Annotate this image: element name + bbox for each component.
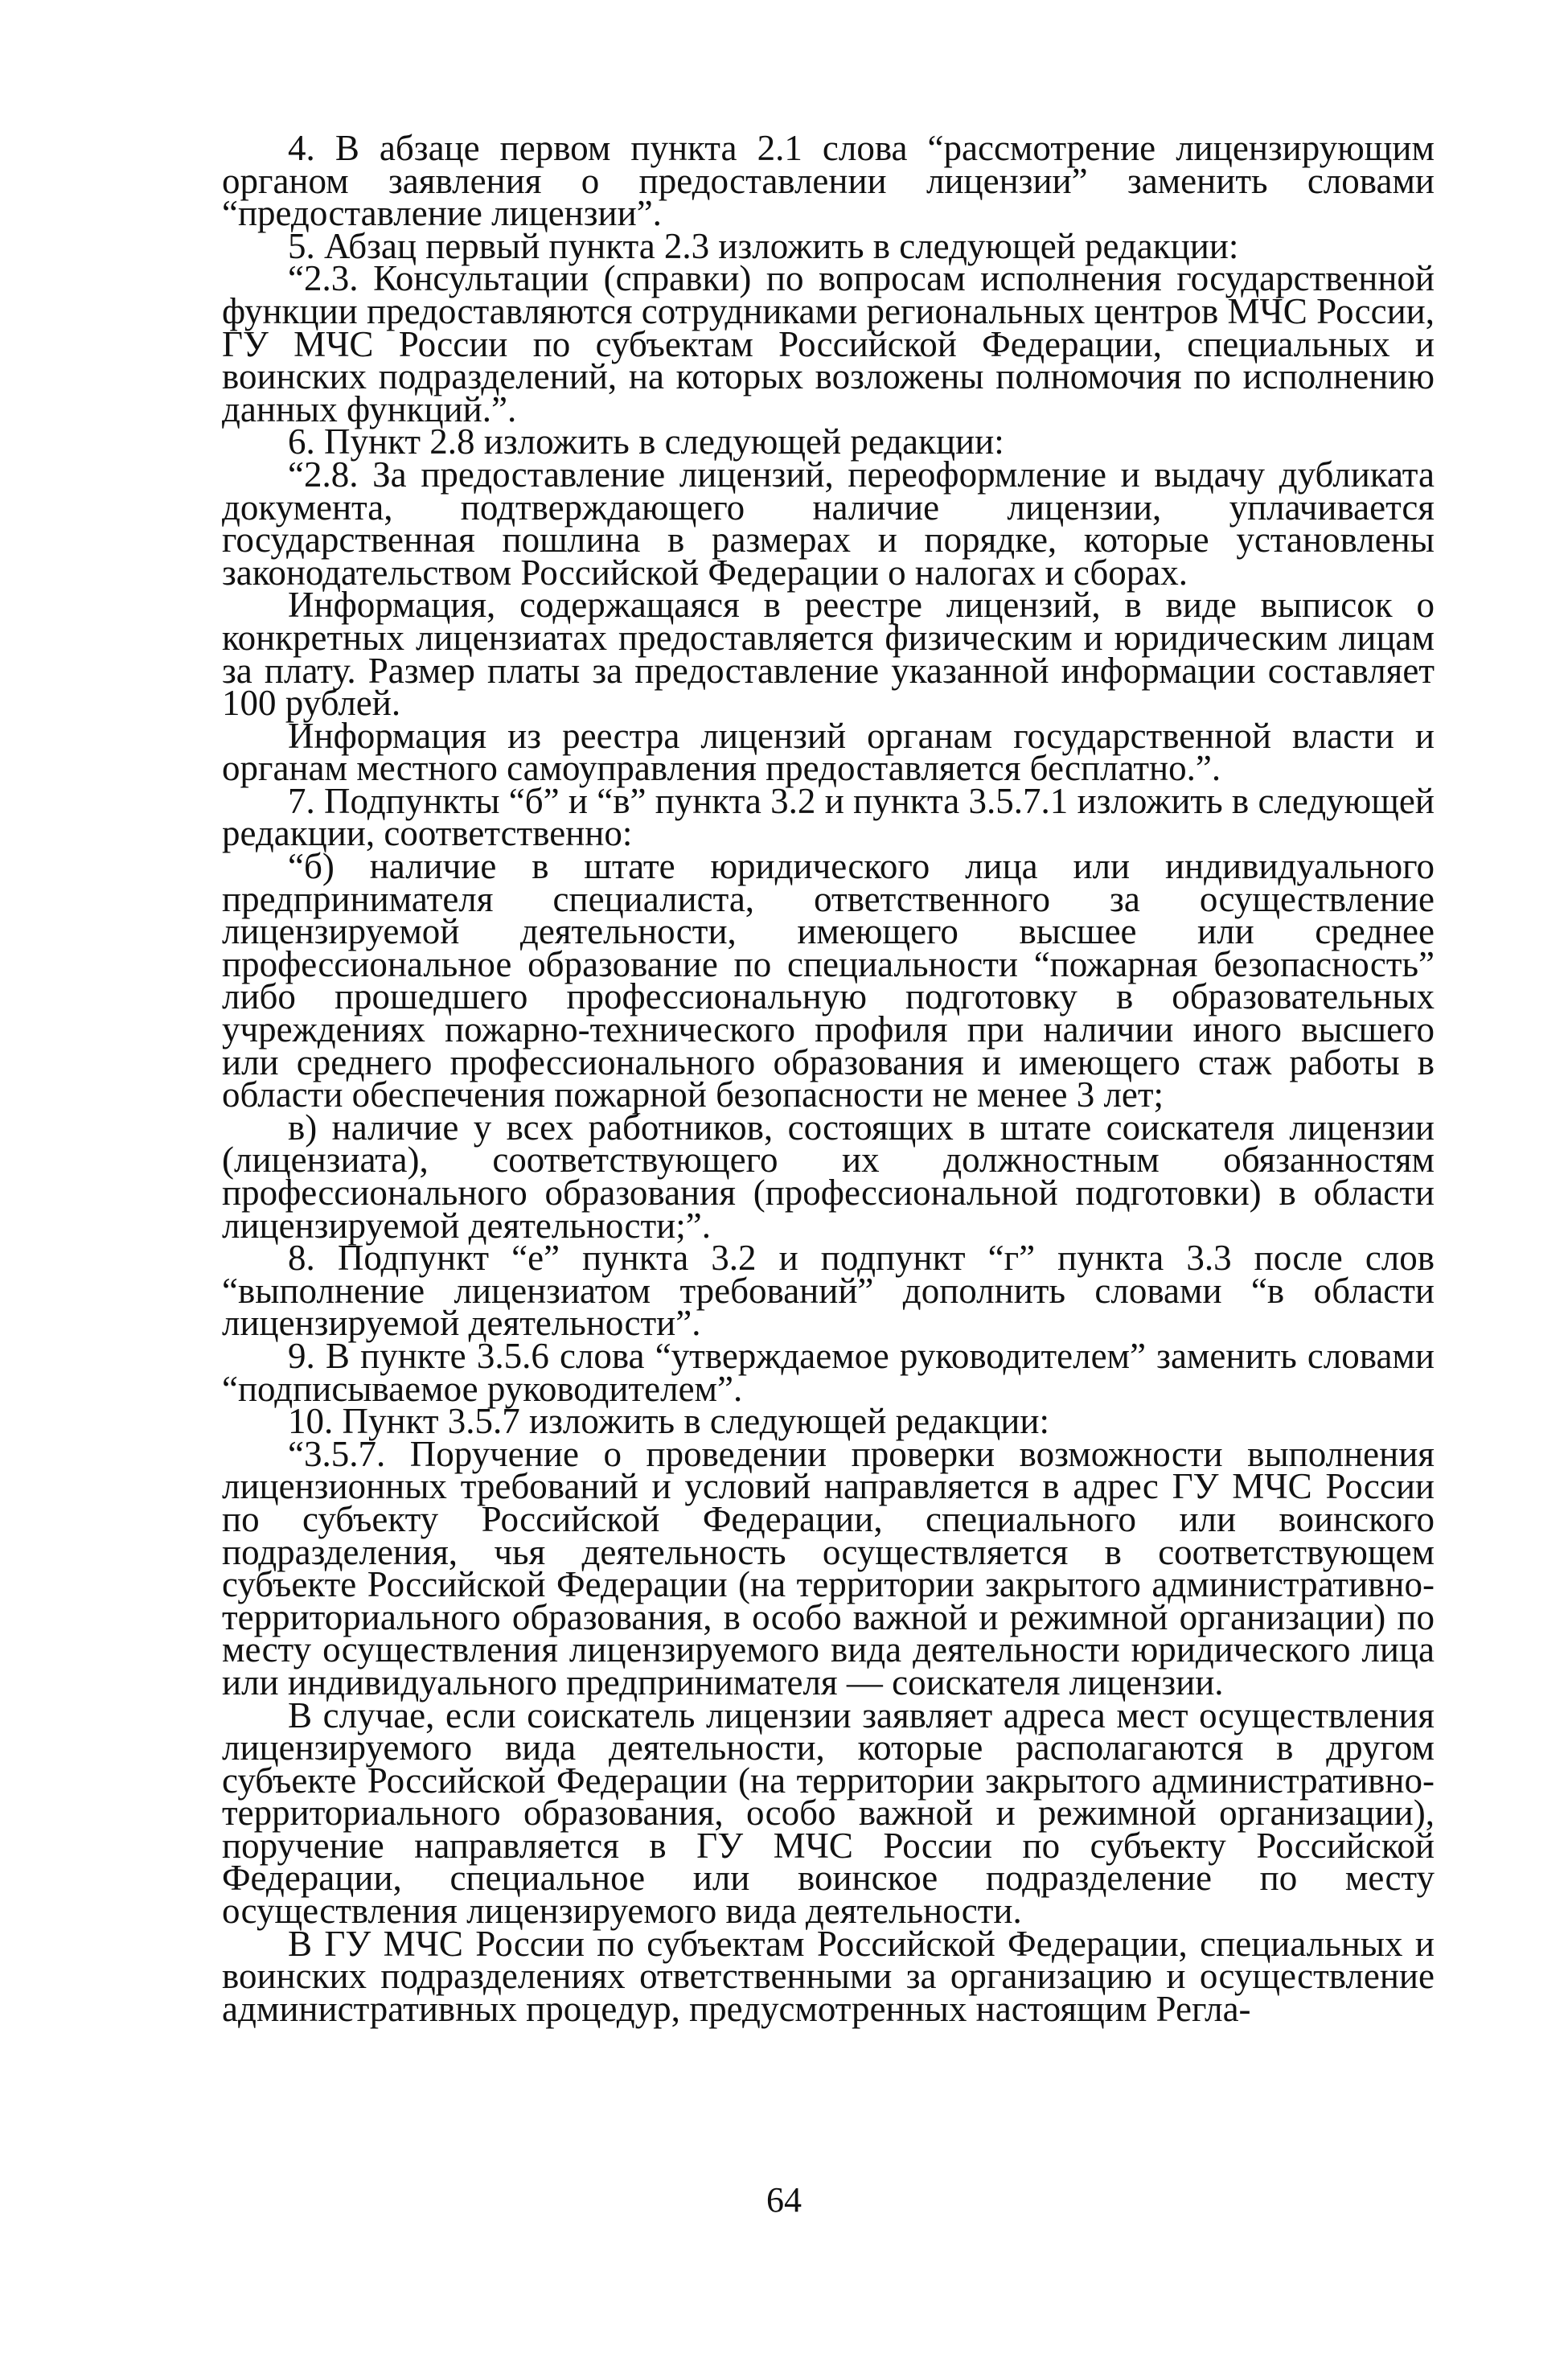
paragraph-quote-3-5-7: “3.5.7. Поручение о проведении проверки возможности выполнения лицензионных требований и условий направляется в адрес ГУ МЧС России по субъекту Российской Федерации, специального или воинского подразделения, чья деятельность осуществляется в соответствующем субъекте Российской Федерации (на территории закрытого административно-территориального образования, в особо важной и режимной организации) по месту осуществления лицензируемого вида деятельности юридического лица или индивидуального предпринимателя — соискателя лицензии. [222,1433,1435,1702]
paragraph-other-subject: В случае, если соискатель лицензии заявляет адреса мест осуществления лицензируемого вида деятельности, которые располагаются в другом субъекте Российской Федерации (на территории закрытого административно-территориального образования, особо важной и режимной организации), поручение направляется в ГУ МЧС России по субъекту Российской Федерации, специальное или воинское подразделение по месту осуществления лицензируемого вида деятельности. [222,1694,1435,1932]
paragraph-item-10: 10. Пункт 3.5.7 изложить в следующей редакции: [288,1401,1049,1442]
paragraph-item-8: 8. Подпункт “е” пункта 3.2 и подпункт “г” пункта 3.3 после слов “выполнение лицензиатом требований” дополнить словами “в области лицензируемой деятельности”. [222,1238,1435,1344]
paragraph-registry-info: Информация, содержащаяся в реестре лицензий, в виде выписок о конкретных лицензиатах предоставляется физическим и юридическим лицам за плату. Размер платы за предоставление указанной информации составляет 100 рублей. [222,585,1435,724]
body-text [222,128,1435,2029]
paragraph-subitem-b: “б) наличие в штате юридического лица или индивидуального предпринимателя специалиста, ответственного за осуществление лицензируемой деятельности, имеющего высшее или среднее профессиональное образование по специальности “пожарная безопасность” либо прошедшего профессиональную подготовку в образовательных учреждениях пожарно-технического профиля при наличии иного высшего или среднего профессионального образования и имеющего стаж работы в области обеспечения пожарной безопасности не менее 3 лет; [222,846,1435,1115]
paragraph-registry-free: Информация из реестра лицензий органам государственной власти и органам местного самоуправления предоставляется бесплатно.”. [222,715,1435,789]
paragraph-item-4: 4. В абзаце первом пункта 2.1 слова “рассмотрение лицензирующим органом заявления о предоставлении лицензии” заменить словами “предоставление лицензии”. [222,128,1435,234]
paragraph-item-7: 7. Подпункты “б” и “в” пункта 3.2 и пункта 3.5.7.1 изложить в следующей редакции, соответственно: [222,780,1435,854]
paragraph-item-5: 5. Абзац первый пункта 2.3 изложить в следующей редакции: [288,225,1239,266]
paragraph-item-6: 6. Пункт 2.8 изложить в следующей редакции: [288,421,1004,462]
paragraph-subitem-v: в) наличие у всех работников, состоящих в штате соискателя лицензии (лицензиата), соответствующего их должностным обязанностям профессионального образования (профессиональной подготовки) в области лицензируемой деятельности;”. [222,1107,1435,1246]
paragraph-quote-2-3: “2.3. Консультации (справки) по вопросам исполнения государственной функции предоставляются сотрудниками региональных центров МЧС России, ГУ МЧС России по субъектам Российской Федерации, специальных и воинских подразделений, на которых возложены полномочия по исполнению данных функций.”. [222,258,1435,429]
paragraph-item-9: 9. В пункте 3.5.6 слова “утверждаемое руководителем” заменить словами “подписываемое руководителем”. [222,1335,1435,1409]
paragraph-responsible: В ГУ МЧС России по субъектам Российской Федерации, специальных и воинских подразделениях ответственными за организацию и осуществление административных процедур, предусмотренных настоящим Регла- [222,1923,1435,2029]
page-number: 64 [766,2180,802,2220]
paragraph-quote-2-8: “2.8. За предоставление лицензий, переоформление и выдачу дубликата документа, подтверждающего наличие лицензии, уплачивается государственная пошлина в размерах и порядке, которые установлены законодательством Российской Федерации о налогах и сборах. [222,454,1435,593]
